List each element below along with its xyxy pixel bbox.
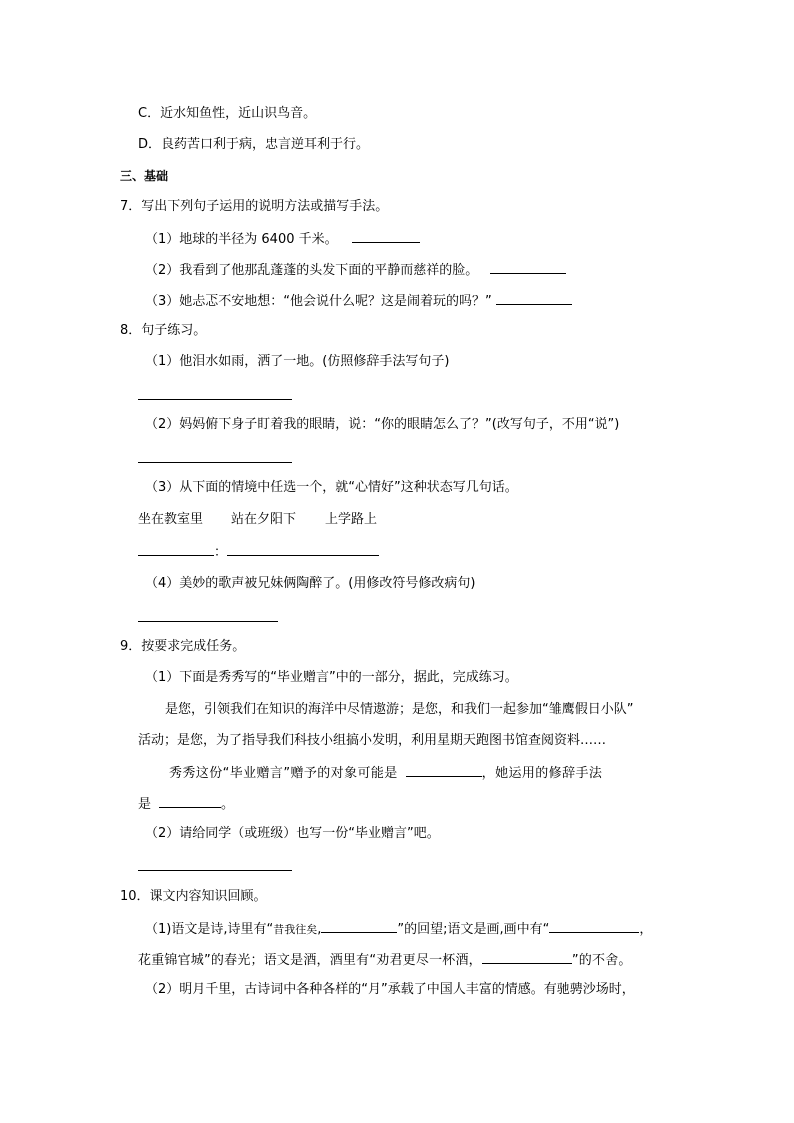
q8-item-3: （3）从下面的情境中任选一个，就“心情好”这种状态写几句话。: [145, 480, 518, 495]
q7-item-2: [145, 261, 566, 279]
q10-text-d: ，: [639, 922, 653, 937]
q10-text-b: ,: [317, 922, 322, 937]
option-d: D．良药苦口利于病，忠言逆耳利于行。: [138, 137, 370, 152]
q9-question-text-a: 秀秀这份“毕业赠言”赠予的对象可能是: [169, 766, 398, 781]
q10-text-f: ”的不舍。: [571, 953, 632, 968]
answer-blank[interactable]: [352, 230, 420, 243]
answer-blank[interactable]: [159, 795, 221, 808]
q10-text-a: （1)语文是诗,诗里有“: [145, 922, 274, 937]
answer-line[interactable]: [138, 450, 292, 463]
answer-blank[interactable]: [321, 920, 397, 933]
q10-line-3: （2）明月千里，古诗词中各种各样的“月”承载了中国人丰富的情感。有驰骋沙场时，: [145, 982, 635, 997]
q9-question-text-b: ，她运用的修辞手法: [481, 766, 603, 781]
q9-question-text-c: 是: [138, 797, 152, 812]
q10-line-1: [145, 920, 652, 938]
q9-question-line-2: [138, 795, 234, 813]
answer-line[interactable]: [138, 858, 292, 871]
answer-blank[interactable]: [496, 292, 572, 305]
answer-blank[interactable]: [406, 764, 482, 777]
scene-option-1: 坐在教室里: [138, 512, 204, 527]
q7-item-3: [145, 292, 572, 310]
question-10-stem: 10．课文内容知识回顾。: [120, 889, 267, 904]
answer-line[interactable]: [138, 387, 292, 400]
q8-item-1: （1）他泪水如雨，洒了一地。(仿照修辞手法写句子): [145, 354, 450, 369]
q9-question-text-d: 。: [221, 797, 235, 812]
answer-blank[interactable]: [549, 920, 639, 933]
q9-item-1: （1）下面是秀秀写的“毕业赠言”中的一部分，据此，完成练习。: [145, 670, 518, 685]
question-9-stem: 9．按要求完成任务。: [120, 639, 246, 654]
answer-blank[interactable]: [490, 261, 566, 274]
answer-blank[interactable]: [138, 543, 214, 556]
passage-line-2: 活动；是您，为了指导我们科技小组搞小发明，利用星期天跑图书馆查阅资料……: [138, 733, 607, 748]
poem-quote: 昔我往矣: [273, 923, 318, 936]
q7-item-1: [145, 230, 420, 248]
q10-text-c: ”的回望;语文是画,画中有“: [397, 922, 550, 937]
q7-item-3-text: （3）她忐忑不安地想：“他会说什么呢？这是闹着玩的吗？”: [145, 294, 492, 309]
section-heading: 三、基础: [120, 169, 169, 183]
option-c: C．近水知鱼性，近山识鸟音。: [138, 106, 317, 121]
answer-line[interactable]: [138, 609, 278, 622]
q9-question-line-1: [169, 764, 602, 782]
q7-item-2-text: （2）我看到了他那乱蓬蓬的头发下面的平静而慈祥的脸。: [145, 263, 479, 278]
q9-item-2: （2）请给同学（或班级）也写一份“毕业赠言”吧。: [145, 826, 440, 841]
answer-blank[interactable]: [227, 543, 379, 556]
question-7-stem: 7．写出下列句子运用的说明方法或描写手法。: [120, 199, 389, 214]
scene-option-3: 上学路上: [325, 512, 378, 527]
q10-text-e: 花重锦官城”的春光；语文是酒，酒里有“劝君更尽一杯酒，: [138, 953, 482, 968]
scene-option-2: 站在夕阳下: [231, 512, 297, 527]
passage-line-1: 是您，引领我们在知识的海洋中尽情遨游；是您，和我们一起参加“雏鹰假日小队”: [165, 702, 634, 717]
q8-item-4: （4）美妙的歌声被兄妹俩陶醉了。(用修改符号修改病句): [145, 576, 476, 591]
q10-line-2: [138, 951, 632, 969]
q7-item-1-text: （1）地球的半径为 6400 千米。: [145, 232, 338, 247]
answer-blank[interactable]: [482, 951, 572, 964]
colon: ：: [214, 545, 228, 560]
q8-item-3-answer: [138, 543, 379, 561]
q8-item-2: （2）妈妈俯下身子盯着我的眼睛，说：“你的眼睛怎么了？”(改写句子，不用“说”): [145, 417, 620, 432]
question-8-stem: 8．句子练习。: [120, 323, 207, 338]
